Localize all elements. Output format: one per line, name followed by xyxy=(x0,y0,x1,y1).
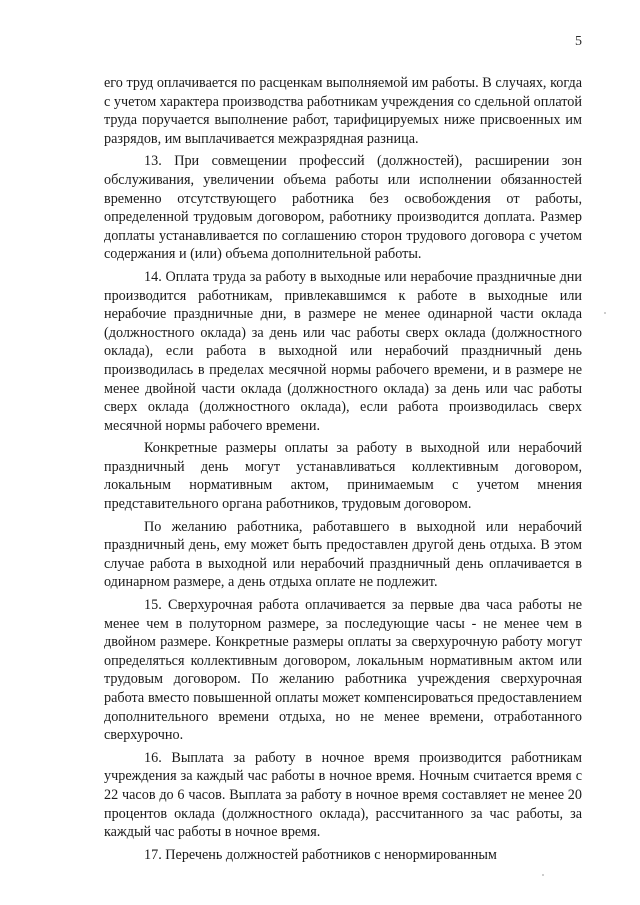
paragraph-item-14: 14. Оплата труда за работу в выходные или нерабочие праздничные дни производится работникам, привлекавшимся к работе в выходные или нерабочие праздничные дни, в размере не менее одинарной части оклада (должностного оклада) за день или час работы сверх оклада (должностного оклада), если работа в выходной или нерабочий праздничный день производилась в пределах месячной нормы рабочего времени, и в размере не менее двойной части оклада (должностного оклада) за день или час работы сверх оклада (должностного оклада), если работа производилась сверх месячной нормы рабочего времени. xyxy=(104,268,582,434)
body-text xyxy=(104,74,582,868)
paragraph-day-off: По желанию работника, работавшего в выходной или нерабочий праздничный день, ему может быть предоставлен другой день отдыха. В этом случае работа в выходной или нерабочий праздничный день оплачивается в одинарном размере, а день отдыха оплате не подлежит. xyxy=(104,518,582,591)
page-number: 5 xyxy=(575,34,582,49)
paragraph-item-13: 13. При совмещении профессий (должностей), расширении зон обслуживания, увеличении объема работы или исполнении обязанностей временно отсутствующего работника без освобождения от работы, определенной трудовым договором, работнику производится доплата. Размер доплаты устанавливается по соглашению сторон трудового договора с учетом содержания и (или) объема дополнительной работы. xyxy=(104,153,582,263)
paragraph-continuation: его труд оплачивается по расценкам выполняемой им работы. В случаях, когда с учетом характера производства работникам учреждения со сдельной оплатой труда поручается выполнение работ, тарифицируемых ниже присвоенных им разрядов, им выплачивается межразрядная разница. xyxy=(104,75,582,147)
scan-speck xyxy=(542,874,544,876)
paragraph-item-16: 16. Выплата за работу в ночное время производится работникам учреждения за каждый час работы в ночное время. Ночным считается время с 22 часов до 6 часов. Выплата за работу в ночное время составляет не менее 20 процентов оклада (должностного оклада), рассчитанного за час работы, за каждый час работы в ночное время. xyxy=(104,749,582,841)
paragraph-item-15: 15. Сверхурочная работа оплачивается за первые два часа работы не менее чем в полуторном размере, за последующие часы - не менее чем в двойном размере. Конкретные размеры оплаты за сверхурочную работу могут определяться коллективным договором, локальным нормативным актом или трудовым договором. По желанию работника учреждения сверхурочная работа вместо повышенной оплаты может компенсироваться предоставлением дополнительного времени отдыха, но не менее времени, отработанного сверхурочно. xyxy=(104,597,582,744)
paragraph-holiday-pay-amounts: Конкретные размеры оплаты за работу в выходной или нерабочий праздничный день могут устанавливаться коллективным договором, локальным нормативным актом, принимаемым с учетом мнения представительного органа работников, трудовым договором. xyxy=(104,440,582,513)
paragraph-item-17: 17. Перечень должностей работников с ненормированным xyxy=(144,846,497,863)
scan-speck xyxy=(604,312,606,314)
